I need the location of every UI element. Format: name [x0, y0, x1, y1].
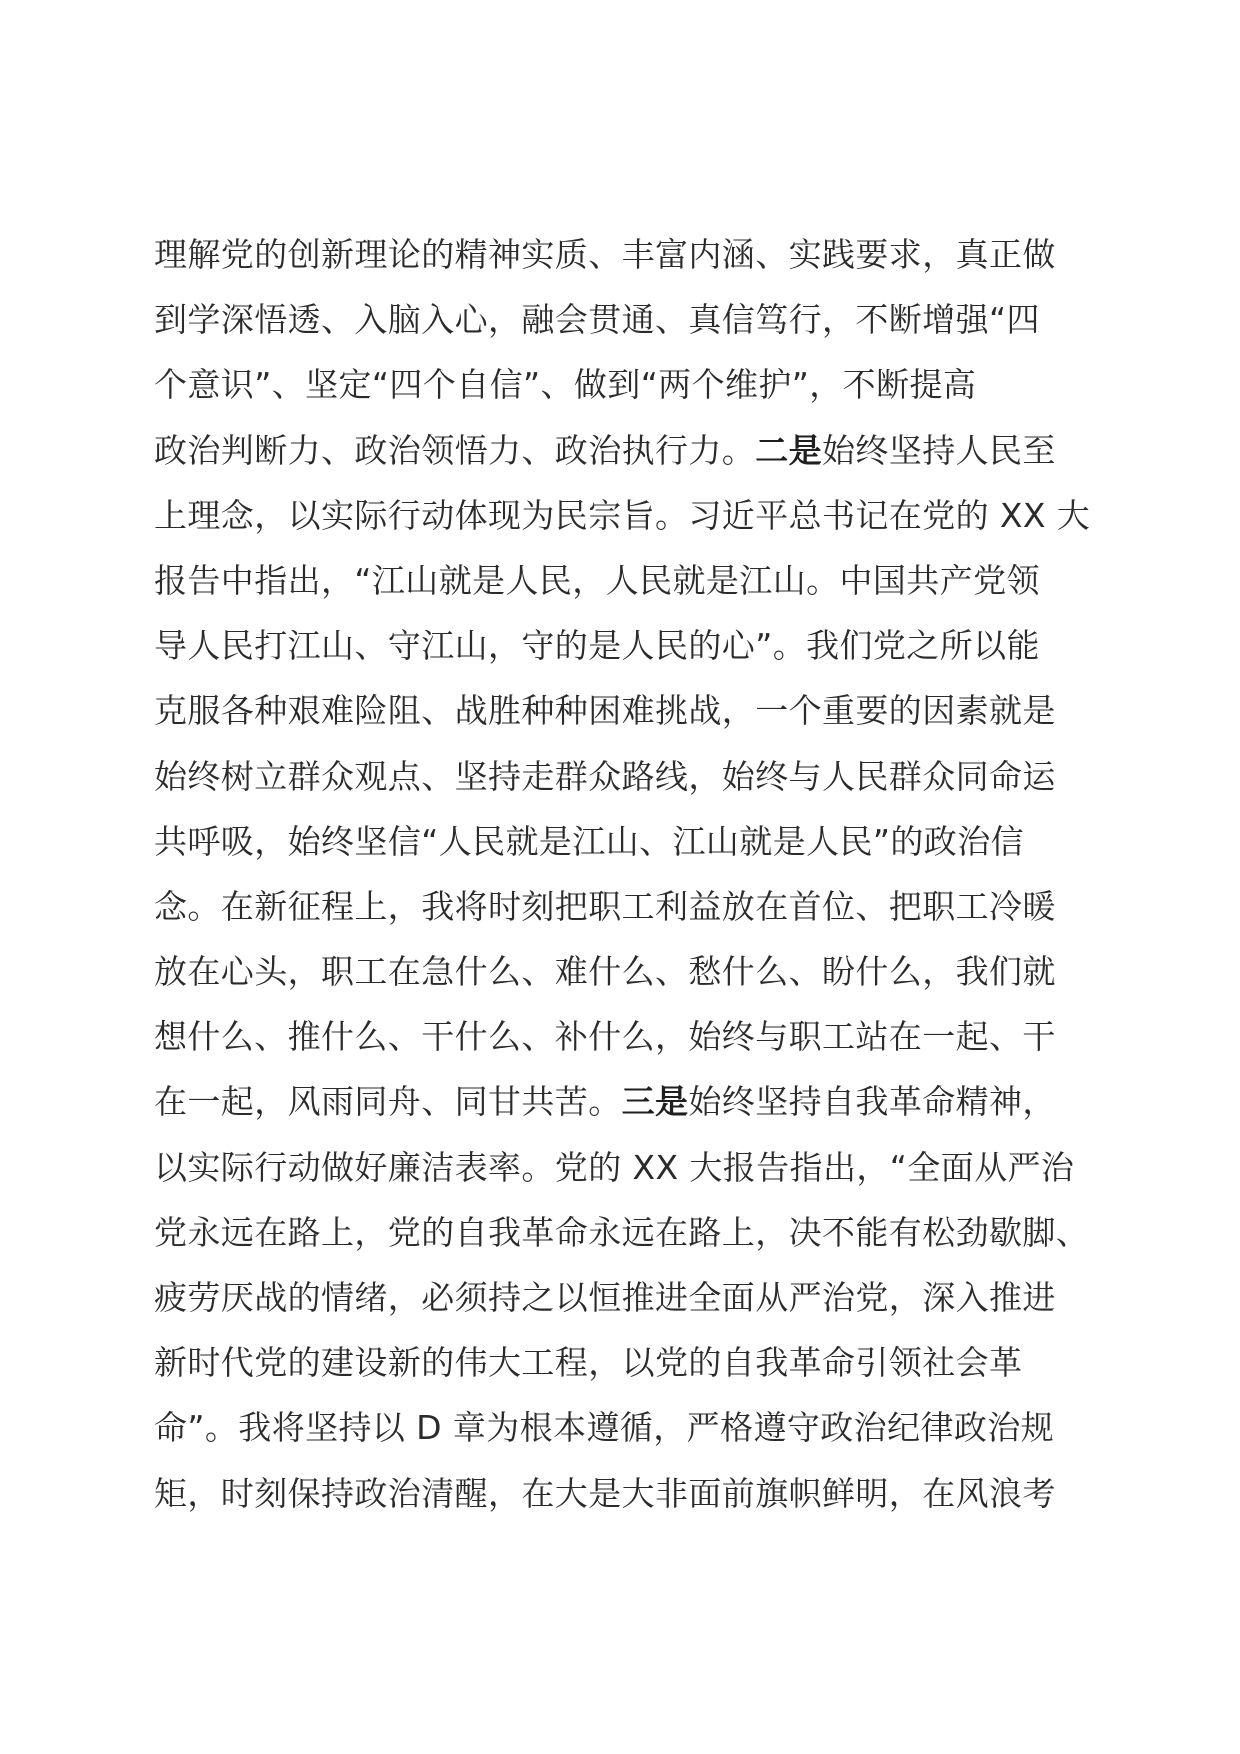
text-line [154, 613, 1094, 678]
text-run: 以实际行动做好廉洁表率。党的 XX 大报告指出，“全面从严治 [154, 1147, 1075, 1187]
text-run: 党永远在路上，党的自我革命永远在路上，决不能有松劲歇脚、 [154, 1212, 1090, 1252]
text-run: 念。在新征程上，我将时刻把职工利益放在首位、把职工冷暖 [154, 886, 1056, 926]
text-run: 上理念，以实际行动体现为民宗旨。习近平总书记在党的 XX 大 [154, 495, 1091, 535]
text-run: 政治判断力、政治领悟力、政治执行力。 [154, 430, 756, 470]
text-run: 放在心头，职工在急什么、难什么、愁什么、盼什么，我们就 [154, 952, 1056, 992]
text-line [154, 1069, 1094, 1134]
text-line [154, 1395, 1094, 1460]
text-run: 矩，时刻保持政治清醒，在大是大非面前旗帜鲜明，在风浪考 [154, 1473, 1056, 1513]
text-run: 共呼吸，始终坚信“人民就是江山、江山就是人民”的政治信 [154, 821, 1024, 861]
text-run: 导人民打江山、守江山，守的是人民的心”。我们党之所以能 [154, 626, 1040, 666]
text-line [154, 1200, 1094, 1265]
text-line [154, 1461, 1094, 1526]
text-line [154, 1135, 1094, 1200]
point-marker-third: 三是 [621, 1082, 689, 1122]
text-run: 始终树立群众观点、坚持走群众路线，始终与人民群众同命运 [154, 756, 1056, 796]
text-line [154, 744, 1094, 809]
text-line [154, 1265, 1094, 1330]
text-run: 报告中指出，“江山就是人民，人民就是江山。中国共产党领 [154, 560, 1040, 600]
text-line [154, 222, 1094, 287]
text-line [154, 1004, 1094, 1069]
text-line [154, 483, 1094, 548]
text-line [154, 874, 1094, 939]
text-line [154, 352, 1094, 417]
text-run: 理解党的创新理论的精神实质、丰富内涵、实践要求，真正做 [154, 235, 1056, 274]
point-marker-second: 二是 [755, 430, 823, 470]
text-line [154, 548, 1094, 613]
body-paragraph [154, 222, 1094, 1526]
text-run: 命”。我将坚持以 D 章为根本遵循，严格遵守政治纪律政治规 [154, 1408, 1055, 1448]
text-run: 个意识”、坚定“四个自信”、做到“两个维护”，不断提高 [154, 365, 977, 405]
text-line [154, 939, 1094, 1004]
text-line [154, 809, 1094, 874]
text-run: 新时代党的建设新的伟大工程，以党的自我革命引领社会革 [154, 1343, 1023, 1383]
text-run: 在一起，风雨同舟、同甘共苦。 [154, 1082, 622, 1122]
text-run: 疲劳厌战的情绪，必须持之以恒推进全面从严治党，深入推进 [154, 1278, 1056, 1317]
text-run: 始终坚持人民至 [822, 430, 1056, 470]
text-line [154, 678, 1094, 743]
text-line [154, 1330, 1094, 1395]
text-line [154, 418, 1094, 483]
text-run: 到学深悟透、入脑入心，融会贯通、真信笃行，不断增强“四 [154, 300, 1040, 340]
text-line [154, 287, 1094, 352]
text-run: 克服各种艰难险阻、战胜种种困难挑战，一个重要的因素就是 [154, 691, 1056, 731]
text-run: 始终坚持自我革命精神， [688, 1082, 1056, 1122]
text-run: 想什么、推什么、干什么、补什么，始终与职工站在一起、干 [154, 1017, 1056, 1057]
